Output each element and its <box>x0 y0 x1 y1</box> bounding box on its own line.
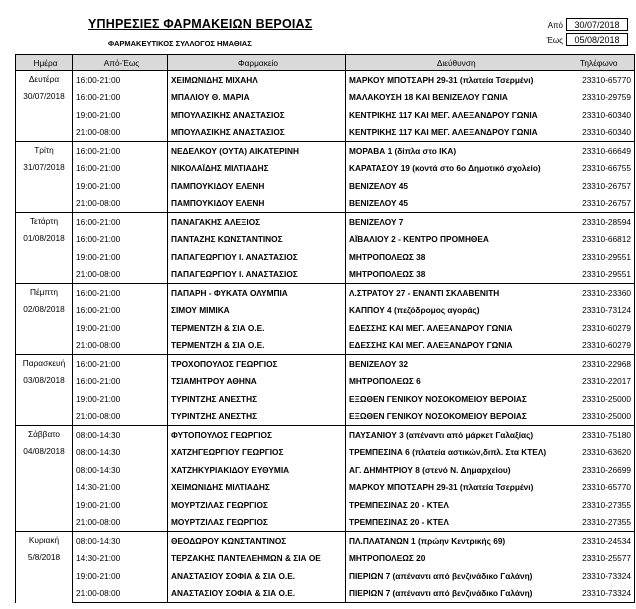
address-cell: ΕΞΩΘΕΝ ΓΕΝΙΚΟΥ ΝΟΣΟΚΟΜΕΙΟΥ ΒΕΡΟΙΑΣ <box>349 393 527 404</box>
address-cell: ΕΞΩΘΕΝ ΓΕΝΙΚΟΥ ΝΟΣΟΚΟΜΕΙΟΥ ΒΕΡΟΙΑΣ <box>349 411 527 422</box>
phone-cell: 23310-63620 <box>564 444 635 462</box>
table-row <box>16 89 635 107</box>
pharmacy-schedule-table <box>15 54 635 603</box>
day-date: 30/07/2018 <box>23 91 65 101</box>
header-pharmacy: Φαρμακείο <box>168 55 346 71</box>
hours-cell: 08:00-14:30 <box>73 426 168 444</box>
table-row <box>16 319 635 337</box>
hours-cell: 21:00-08:00 <box>73 337 168 355</box>
address-cell: ΤΡΕΜΠΕΣΙΝΑΣ 20 - ΚΤΕΛ <box>349 499 449 510</box>
phone-cell: 23310-66812 <box>564 231 635 249</box>
table-row <box>16 479 635 497</box>
table-row <box>16 266 635 284</box>
header-hours: Από-Έως <box>73 55 168 71</box>
phone-cell: 23310-29551 <box>564 266 635 284</box>
pharmacy-cell: ΠΑΝΤΑΖΗΣ ΚΩΝΣΤΑΝΤΙΝΟΣ <box>168 231 346 249</box>
pharmacy-cell: ΧΑΤΖΗΚΥΡΙΑΚΙΔΟΥ ΕΥΘΥΜΙΑ <box>168 461 346 479</box>
address-cell: ΜΑΡΚΟΥ ΜΠΟΤΣΑΡΗ 29-31 (πλατεία Τσερμένι) <box>346 71 564 89</box>
pharmacy-cell: ΤΣΙΑΜΗΤΡΟΥ ΑΘΗΝΑ <box>168 373 346 391</box>
pharmacy-cell: ΤΥΡΙΝΤΖΗΣ ΑΝΕΣΤΗΣ <box>168 390 346 408</box>
pharmacy-cell: ΘΕΟΔΩΡΟΥ ΚΩΝΣΤΑΝΤΙΝΟΣ <box>168 532 346 550</box>
phone-cell: 23310-75180 <box>564 426 635 444</box>
address-cell: ΜΗΤΡΟΠΟΛΕΩΣ 38 <box>349 251 426 262</box>
day-date: 02/08/2018 <box>23 304 65 314</box>
pharmacy-cell: ΠΑΜΠΟΥΚΙΔΟΥ ΕΛΕΝΗ <box>168 195 346 213</box>
table-row <box>16 302 635 320</box>
to-date-label: Έως <box>546 36 563 45</box>
from-date-value: 30/07/2018 <box>566 18 628 31</box>
table-row <box>16 160 635 178</box>
pharmacy-cell: ΑΝΑΣΤΑΣΙΟΥ ΣΟΦΙΑ & ΣΙΑ Ο.Ε. <box>168 567 346 585</box>
address-cell: Λ.ΣΤΡΑΤΟΥ 27 - ΕΝΑΝΤΙ ΣΚΛΑΒΕΝΙΤΗ <box>346 284 564 302</box>
table-row <box>16 550 635 568</box>
table-row <box>16 213 635 231</box>
table-row <box>16 337 635 355</box>
hours-cell: 19:00-21:00 <box>73 177 168 195</box>
pharmacy-cell: ΜΟΥΡΤΖΙΛΑΣ ΓΕΩΡΓΙΟΣ <box>168 514 346 532</box>
phone-cell: 23310-27355 <box>564 514 635 532</box>
phone-cell: 23310-25577 <box>564 550 635 568</box>
hours-cell: 08:00-14:30 <box>73 461 168 479</box>
hours-cell: 21:00-08:00 <box>73 266 168 284</box>
hours-cell: 16:00-21:00 <box>73 71 168 89</box>
phone-cell: 23310-29551 <box>564 248 635 266</box>
hours-cell: 21:00-08:00 <box>73 408 168 426</box>
table-row <box>16 142 635 160</box>
table-row <box>16 390 635 408</box>
day-name: Τρίτη <box>34 145 54 155</box>
pharmacy-cell: ΤΡΟΧΟΠΟΥΛΟΣ ΓΕΩΡΓΙΟΣ <box>168 355 346 373</box>
address-cell: ΤΡΕΜΠΕΣΙΝΑ 6 (πλατεία αστικών,διπλ. Στα ΚΤΕΛ) <box>349 447 547 458</box>
address-cell: ΠΛ.ΠΛΑΤΑΝΩΝ 1 (πρώην Κεντρικής 69) <box>346 532 564 550</box>
phone-cell: 23310-25000 <box>564 390 635 408</box>
address-cell: ΜΗΤΡΟΠΟΛΕΩΣ 20 <box>349 553 426 564</box>
header-address: Διεύθυνση <box>346 55 564 71</box>
address-cell: ΚΕΝΤΡΙΚΗΣ 117 ΚΑΙ ΜΕΓ. ΑΛΕΞΑΝΔΡΟΥ ΓΩΝΙΑ <box>349 109 538 120</box>
phone-cell: 23310-22968 <box>564 355 635 373</box>
table-row <box>16 195 635 213</box>
hours-cell: 16:00-21:00 <box>73 284 168 302</box>
to-date-value: 05/08/2018 <box>566 33 628 46</box>
day-date: 03/08/2018 <box>23 375 65 385</box>
day-cell <box>16 284 73 355</box>
pharmacy-cell: ΝΙΚΟΛΑΪΔΗΣ ΜΙΛΤΙΑΔΗΣ <box>168 160 346 178</box>
hours-cell: 16:00-21:00 <box>73 213 168 231</box>
phone-cell: 23310-60340 <box>564 124 635 142</box>
address-cell: ΚΑΡΑΤΑΣΟΥ 19 (κοντά στο 6ο Δημοτικό σχολείο) <box>349 163 541 174</box>
phone-cell: 23310-28594 <box>564 213 635 231</box>
address-cell: ΜΑΛΑΚΟΥΣΗ 18 ΚΑΙ ΒΕΝΙΖΕΛΟΥ ΓΩΝΙΑ <box>349 92 508 103</box>
schedule-body <box>16 71 635 603</box>
phone-cell: 23310-24534 <box>564 532 635 550</box>
phone-cell: 23310-23360 <box>564 284 635 302</box>
day-name: Κυριακή <box>28 535 60 545</box>
table-row <box>16 124 635 142</box>
hours-cell: 14:30-21:00 <box>73 479 168 497</box>
header-phone: Τηλέφωνο <box>564 55 635 71</box>
hours-cell: 19:00-21:00 <box>73 496 168 514</box>
address-cell: ΚΕΝΤΡΙΚΗΣ 117 ΚΑΙ ΜΕΓ. ΑΛΕΞΑΝΔΡΟΥ ΓΩΝΙΑ <box>349 127 538 138</box>
pharmacy-cell: ΣΙΜΟΥ ΜΙΜΙΚΑ <box>168 302 346 320</box>
table-row <box>16 444 635 462</box>
phone-cell: 23310-60340 <box>564 106 635 124</box>
table-row <box>16 585 635 603</box>
pharmacy-cell: ΜΠΑΛΙΟΥ Θ. ΜΑΡΙΑ <box>168 89 346 107</box>
table-row <box>16 514 635 532</box>
day-date: 5/8/2018 <box>27 552 61 562</box>
table-row <box>16 177 635 195</box>
pharmacy-cell: ΦΥΤΟΠΟΥΛΟΣ ΓΕΩΡΓΙΟΣ <box>168 426 346 444</box>
day-name: Σάββατο <box>27 429 61 439</box>
table-row <box>16 426 635 444</box>
phone-cell: 23310-65770 <box>564 71 635 89</box>
pharmacy-cell: ΠΑΠΑΡΗ - ΦΥΚΑΤΑ ΟΛΥΜΠΙΑ <box>168 284 346 302</box>
table-row <box>16 461 635 479</box>
pharmacy-cell: ΤΕΡΜΕΝΤΖΗ & ΣΙΑ Ο.Ε. <box>168 319 346 337</box>
phone-cell: 23310-73324 <box>564 585 635 603</box>
hours-cell: 21:00-08:00 <box>73 195 168 213</box>
pharmacy-cell: ΤΥΡΙΝΤΖΗΣ ΑΝΕΣΤΗΣ <box>168 408 346 426</box>
address-cell: ΚΑΠΠΟΥ 4 (πεζόδρομος αγοράς) <box>349 305 480 316</box>
from-date-label: Από <box>547 21 563 30</box>
phone-cell: 23310-65770 <box>564 479 635 497</box>
hours-cell: 19:00-21:00 <box>73 319 168 337</box>
table-row <box>16 106 635 124</box>
pharmacy-cell: ΠΑΠΑΓΕΩΡΓΙΟΥ Ι. ΑΝΑΣΤΑΣΙΟΣ <box>168 266 346 284</box>
address-cell: ΒΕΝΙΖΕΛΟΥ 45 <box>349 180 409 191</box>
pharmacy-cell: ΧΕΙΜΩΝΙΔΗΣ ΜΙΛΤΙΑΔΗΣ <box>168 479 346 497</box>
day-cell <box>16 355 73 426</box>
table-row <box>16 496 635 514</box>
table-row <box>16 71 635 89</box>
day-cell <box>16 71 73 142</box>
phone-cell: 23310-73124 <box>564 302 635 320</box>
day-date: 01/08/2018 <box>23 233 65 243</box>
hours-cell: 16:00-21:00 <box>73 373 168 391</box>
pharmacy-cell: ΝΕΔΕΛΚΟΥ (ΟΥΤΑ) ΑΙΚΑΤΕΡΙΝΗ <box>168 142 346 160</box>
address-cell: ΕΔΕΣΣΗΣ ΚΑΙ ΜΕΓ. ΑΛΕΞΑΝΔΡΟΥ ΓΩΝΙΑ <box>349 340 513 351</box>
hours-cell: 16:00-21:00 <box>73 160 168 178</box>
address-cell: ΒΕΝΙΖΕΛΟΥ 32 <box>346 355 564 373</box>
phone-cell: 23310-66755 <box>564 160 635 178</box>
pharmacy-cell: ΤΕΡΖΑΚΗΣ ΠΑΝΤΕΛΕΗΜΩΝ & ΣΙΑ ΟΕ <box>168 550 346 568</box>
address-cell: ΜΟΡΑΒΑ 1 (δίπλα στο ΙΚΑ) <box>346 142 564 160</box>
pharmacy-cell: ΧΕΙΜΩΝΙΔΗΣ ΜΙΧΑΗΛ <box>168 71 346 89</box>
hours-cell: 16:00-21:00 <box>73 231 168 249</box>
table-row <box>16 248 635 266</box>
hours-cell: 08:00-14:30 <box>73 532 168 550</box>
phone-cell: 23310-27355 <box>564 496 635 514</box>
address-cell: ΠΑΥΣΑΝΙΟΥ 3 (απέναντι από μάρκετ Γαλαξίας) <box>346 426 564 444</box>
table-row <box>16 231 635 249</box>
address-cell: ΑΪΒΑΛΙΟΥ 2 - ΚΕΝΤΡΟ ΠΡΟΜΗΘΕΑ <box>349 234 489 245</box>
phone-cell: 23310-60279 <box>564 337 635 355</box>
day-date: 04/08/2018 <box>23 446 65 456</box>
hours-cell: 16:00-21:00 <box>73 142 168 160</box>
pharmacy-cell: ΠΑΠΑΓΕΩΡΓΙΟΥ Ι. ΑΝΑΣΤΑΣΙΟΣ <box>168 248 346 266</box>
page-subtitle: ΦΑΡΜΑΚΕΥΤΙΚΟΣ ΣΥΛΛΟΓΟΣ ΗΜΑΘΙΑΣ <box>108 39 252 48</box>
day-name: Δευτέρα <box>28 74 60 84</box>
address-cell: ΒΕΝΙΖΕΛΟΥ 45 <box>349 198 409 209</box>
hours-cell: 21:00-08:00 <box>73 585 168 603</box>
phone-cell: 23310-25000 <box>564 408 635 426</box>
address-cell: ΜΑΡΚΟΥ ΜΠΟΤΣΑΡΗ 29-31 (πλατεία Τσερμένι) <box>349 482 534 493</box>
day-cell <box>16 532 73 603</box>
table-header-row <box>16 55 635 71</box>
pharmacy-cell: ΤΕΡΜΕΝΤΖΗ & ΣΙΑ Ο.Ε. <box>168 337 346 355</box>
day-name: Τετάρτη <box>29 216 59 226</box>
table-row <box>16 408 635 426</box>
address-cell: ΤΡΕΜΠΕΣΙΝΑΣ 20 - ΚΤΕΛ <box>349 517 449 528</box>
pharmacy-cell: ΜΟΥΡΤΖΙΛΑΣ ΓΕΩΡΓΙΟΣ <box>168 496 346 514</box>
hours-cell: 21:00-08:00 <box>73 124 168 142</box>
hours-cell: 16:00-21:00 <box>73 355 168 373</box>
day-cell <box>16 142 73 213</box>
phone-cell: 23310-29759 <box>564 89 635 107</box>
pharmacy-cell: ΠΑΝΑΓΑΚΗΣ ΑΛΕΞΙΟΣ <box>168 213 346 231</box>
address-cell: ΜΗΤΡΟΠΟΛΕΩΣ 6 <box>349 376 421 387</box>
header-day: Ημέρα <box>16 55 73 71</box>
day-cell <box>16 213 73 284</box>
phone-cell: 23310-26699 <box>564 461 635 479</box>
day-name: Παρασκευή <box>22 358 66 368</box>
hours-cell: 19:00-21:00 <box>73 248 168 266</box>
hours-cell: 21:00-08:00 <box>73 514 168 532</box>
hours-cell: 19:00-21:00 <box>73 390 168 408</box>
phone-cell: 23310-60279 <box>564 319 635 337</box>
pharmacy-cell: ΠΑΜΠΟΥΚΙΔΟΥ ΕΛΕΝΗ <box>168 177 346 195</box>
hours-cell: 16:00-21:00 <box>73 89 168 107</box>
hours-cell: 08:00-14:30 <box>73 444 168 462</box>
pharmacy-cell: ΑΝΑΣΤΑΣΙΟΥ ΣΟΦΙΑ & ΣΙΑ Ο.Ε. <box>168 585 346 603</box>
table-row <box>16 567 635 585</box>
phone-cell: 23310-22017 <box>564 373 635 391</box>
phone-cell: 23310-26757 <box>564 195 635 213</box>
page-title: ΥΠΗΡΕΣΙΕΣ ΦΑΡΜΑΚΕΙΩΝ ΒΕΡΟΙΑΣ <box>88 17 313 31</box>
day-name: Πέμπτη <box>29 287 59 297</box>
table-row <box>16 373 635 391</box>
pharmacy-cell: ΜΠΟΥΛΑΣΙΚΗΣ ΑΝΑΣΤΑΣΙΟΣ <box>168 106 346 124</box>
address-cell: ΕΔΕΣΣΗΣ ΚΑΙ ΜΕΓ. ΑΛΕΞΑΝΔΡΟΥ ΓΩΝΙΑ <box>349 322 513 333</box>
phone-cell: 23310-66649 <box>564 142 635 160</box>
phone-cell: 23310-73324 <box>564 567 635 585</box>
day-date: 31/07/2018 <box>23 162 65 172</box>
hours-cell: 19:00-21:00 <box>73 106 168 124</box>
address-cell: ΜΗΤΡΟΠΟΛΕΩΣ 38 <box>349 269 426 280</box>
day-cell <box>16 426 73 532</box>
address-cell: ΠΙΕΡΙΩΝ 7 (απέναντι από βενζινάδικο Γαλάνη) <box>349 570 533 581</box>
table-row <box>16 355 635 373</box>
hours-cell: 14:30-21:00 <box>73 550 168 568</box>
pharmacy-cell: ΧΑΤΖΗΓΕΩΡΓΙΟΥ ΓΕΩΡΓΙΟΣ <box>168 444 346 462</box>
phone-cell: 23310-26757 <box>564 177 635 195</box>
address-cell: ΑΓ. ΔΗΜΗΤΡΙΟΥ 8 (στενό Ν. Δημαρχείου) <box>349 464 511 475</box>
table-row <box>16 284 635 302</box>
address-cell: ΠΙΕΡΙΩΝ 7 (απέναντι από βενζινάδικο Γαλάνη) <box>346 585 564 603</box>
hours-cell: 16:00-21:00 <box>73 302 168 320</box>
hours-cell: 19:00-21:00 <box>73 567 168 585</box>
pharmacy-cell: ΜΠΟΥΛΑΣΙΚΗΣ ΑΝΑΣΤΑΣΙΟΣ <box>168 124 346 142</box>
table-row <box>16 532 635 550</box>
address-cell: ΒΕΝΙΖΕΛΟΥ 7 <box>346 213 564 231</box>
